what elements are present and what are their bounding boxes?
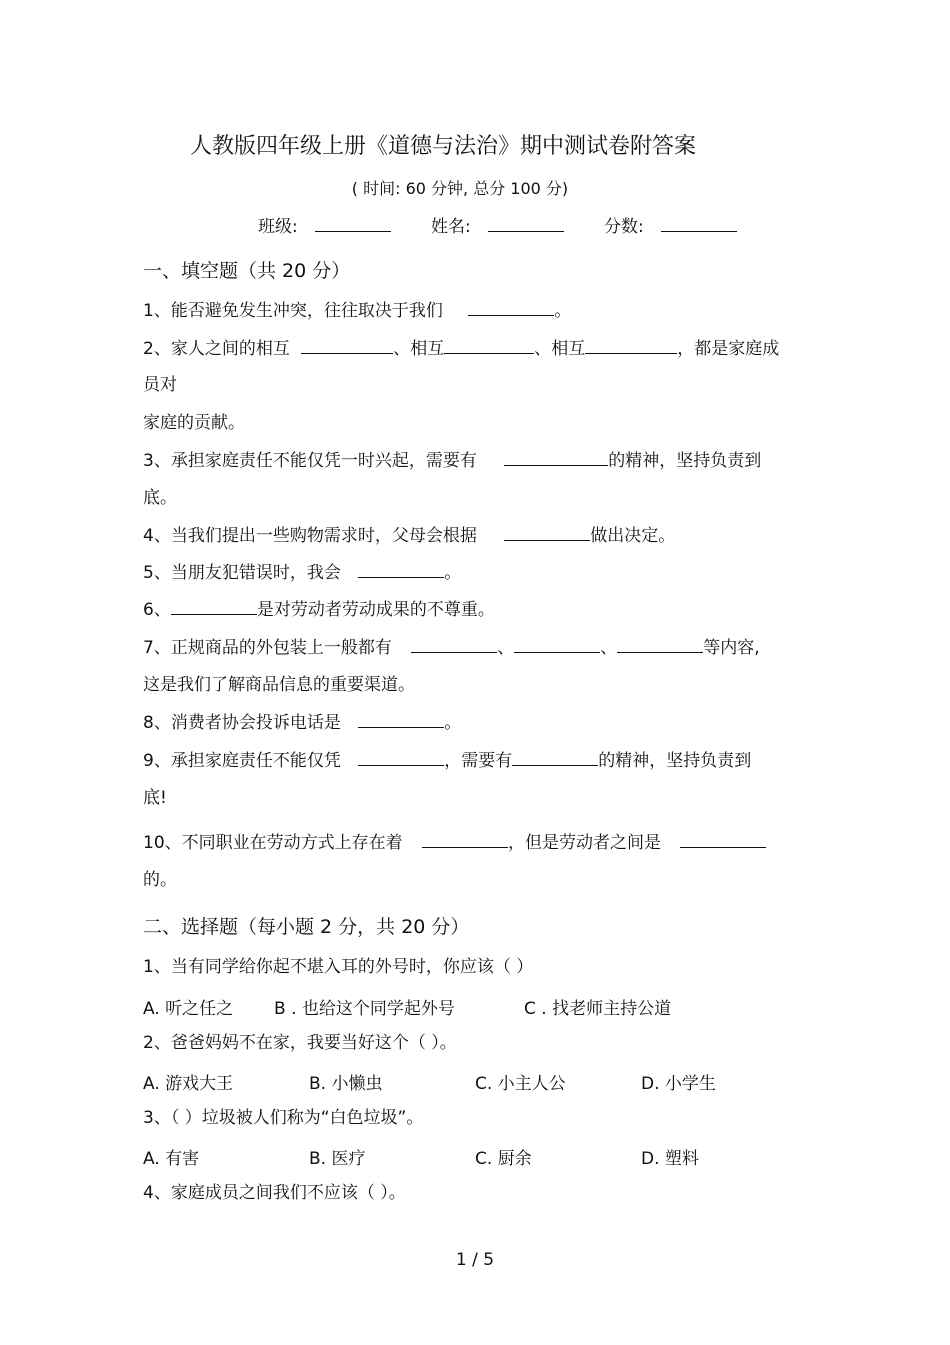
answer-blank[interactable] (301, 337, 393, 354)
answer-blank[interactable] (358, 711, 444, 728)
question-text: 9、承担家庭责任不能仅凭 (143, 751, 341, 771)
question-text-continued: 这是我们了解商品信息的重要渠道。 (143, 675, 415, 695)
question-text: 的精神，坚持负责到 (608, 451, 762, 471)
page-number: 1 / 5 (455, 1250, 495, 1270)
score-blank[interactable] (661, 215, 737, 232)
question-1-10 (143, 831, 766, 854)
name-label: 姓名: (431, 217, 471, 237)
name-blank[interactable] (488, 215, 564, 232)
question-1-4 (143, 524, 675, 547)
question-text: ，但是劳动者之间是 (508, 833, 662, 853)
question-text: 。 (444, 563, 462, 583)
exam-subtitle: ( 时间: 60 分钟, 总分 100 分) (351, 179, 569, 198)
class-blank[interactable] (315, 215, 391, 232)
question-text-continued: 家庭的贡献。 (143, 413, 245, 433)
question-text-continued: 员对 (143, 375, 177, 395)
answer-blank[interactable] (468, 299, 554, 316)
answer-blank[interactable] (680, 831, 766, 848)
question-text: ，需要有 (444, 751, 513, 771)
answer-blank[interactable] (171, 598, 257, 615)
question-text-continued: 底。 (143, 488, 177, 508)
question-text: 、相互 (393, 339, 445, 359)
question-text: 等内容, (703, 638, 760, 658)
option-a[interactable]: A. 游戏大王 (143, 1074, 234, 1094)
option-a[interactable]: A. 有害 (143, 1149, 200, 1169)
answer-blank[interactable] (358, 561, 444, 578)
page-title: 人教版四年级上册《道德与法治》期中测试卷附答案 (189, 134, 696, 159)
answer-blank[interactable] (617, 636, 703, 653)
score-label: 分数: (604, 217, 644, 237)
question-text: 2、家人之间的相互 (143, 339, 290, 359)
answer-blank[interactable] (411, 636, 497, 653)
question-text: 5、当朋友犯错误时，我会 (143, 563, 341, 583)
option-c[interactable]: C. 小主人公 (475, 1074, 566, 1094)
question-2-1: 1、当有同学给你起不堪入耳的外号时，你应该（ ） (143, 957, 534, 977)
section1-heading: 一、填空题（共 20 分） (143, 260, 351, 282)
question-2-4: 4、家庭成员之间我们不应该（ ）。 (143, 1183, 406, 1203)
section2-heading: 二、选择题（每小题 2 分，共 20 分） (143, 916, 470, 938)
question-text-continued: 的。 (143, 870, 177, 890)
answer-blank[interactable] (514, 636, 600, 653)
question-1-5 (143, 561, 461, 584)
question-text: 。 (554, 301, 572, 321)
option-d[interactable]: D. 塑料 (641, 1149, 699, 1169)
question-text: 7、正规商品的外包装上一般都有 (143, 638, 392, 658)
question-text: 、相互 (534, 339, 586, 359)
question-text: 4、当我们提出一些购物需求时，父母会根据 (143, 526, 477, 546)
answer-blank[interactable] (422, 831, 508, 848)
option-b[interactable]: B . 也给这个同学起外号 (274, 999, 455, 1019)
name-field (431, 212, 564, 237)
question-text: 、 (497, 638, 515, 658)
question-text: 6、 (143, 600, 171, 620)
question-text: 1、能否避免发生冲突，往往取决于我们 (143, 301, 443, 321)
answer-blank[interactable] (585, 337, 677, 354)
question-text: 3、承担家庭责任不能仅凭一时兴起，需要有 (143, 451, 477, 471)
question-text: 10、不同职业在劳动方式上存在着 (143, 833, 403, 853)
answer-blank[interactable] (504, 524, 590, 541)
question-text: 的精神，坚持负责到 (598, 751, 752, 771)
question-2-2: 2、爸爸妈妈不在家，我要当好这个（ ）。 (143, 1033, 457, 1053)
answer-blank[interactable] (358, 749, 444, 766)
answer-blank[interactable] (444, 337, 534, 354)
question-1-8 (143, 711, 461, 734)
question-text: ，都是家庭成 (677, 339, 780, 359)
question-2-3: 3、（ ）垃圾被人们称为“白色垃圾”。 (143, 1108, 424, 1128)
answer-blank[interactable] (504, 449, 608, 466)
question-text: 8、消费者协会投诉电话是 (143, 713, 341, 733)
question-1-7 (143, 636, 760, 659)
question-1-3 (143, 449, 761, 472)
question-text: 。 (444, 713, 462, 733)
question-text: 做出决定。 (590, 526, 676, 546)
question-1-6 (143, 598, 495, 621)
class-label: 班级: (258, 217, 298, 237)
option-b[interactable]: B. 医疗 (309, 1149, 366, 1169)
option-a[interactable]: A. 听之任之 (143, 999, 234, 1019)
answer-blank[interactable] (512, 749, 598, 766)
option-b[interactable]: B. 小懒虫 (309, 1074, 383, 1094)
score-field (604, 212, 737, 237)
option-c[interactable]: C . 找老师主持公道 (524, 999, 672, 1019)
class-field (258, 212, 391, 237)
option-d[interactable]: D. 小学生 (641, 1074, 716, 1094)
question-1-9 (143, 749, 751, 772)
question-text: 、 (600, 638, 618, 658)
question-1-1 (143, 299, 571, 322)
option-c[interactable]: C. 厨余 (475, 1149, 532, 1169)
question-text: 是对劳动者劳动成果的不尊重。 (256, 600, 495, 620)
question-text-continued: 底! (143, 788, 167, 808)
question-1-2 (143, 337, 779, 360)
